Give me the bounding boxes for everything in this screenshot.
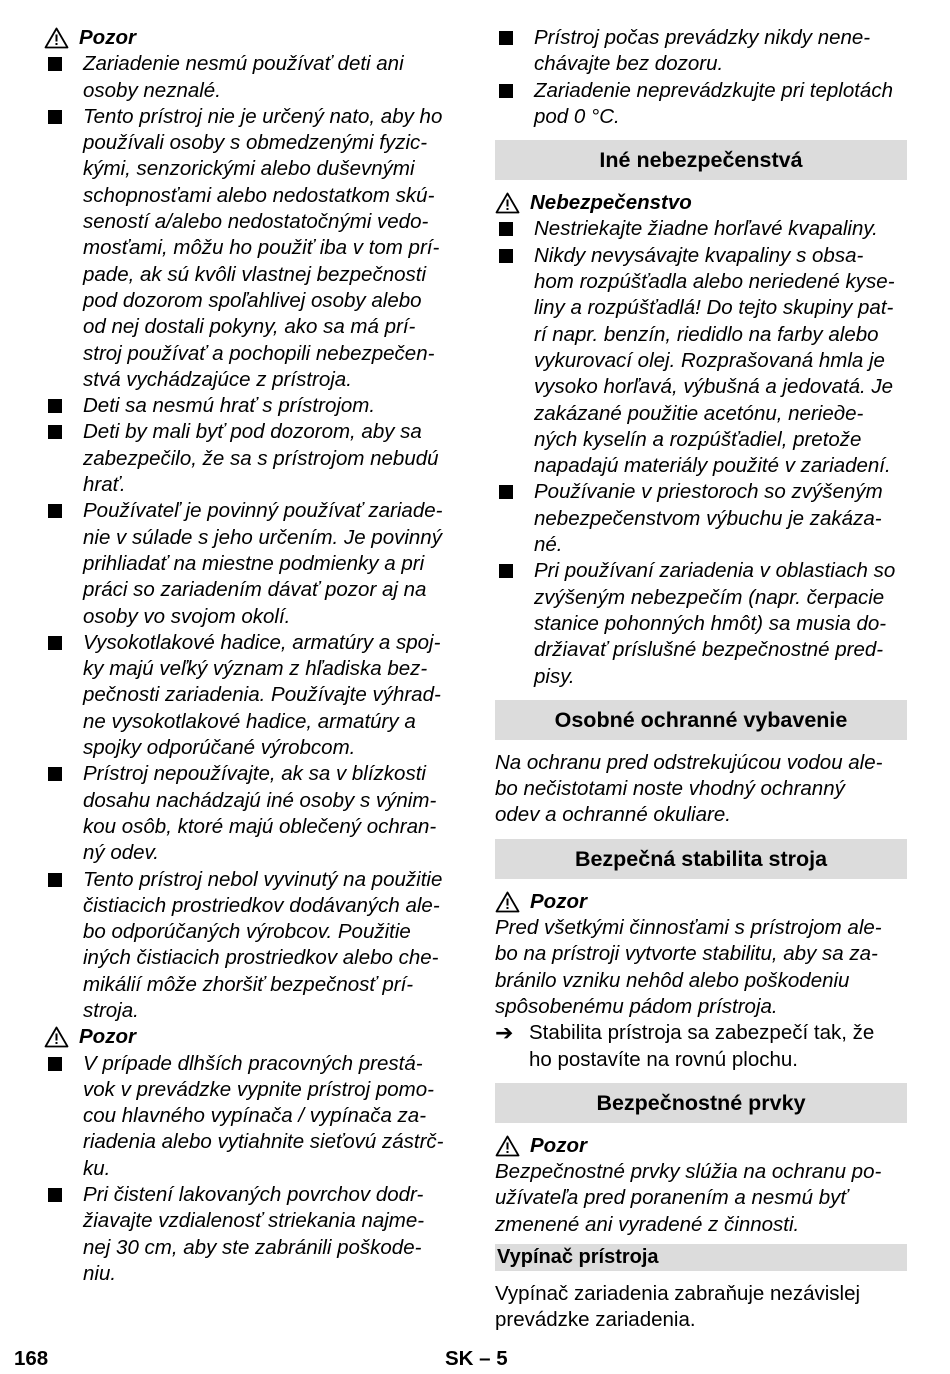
list-item [495, 558, 907, 689]
list-item [495, 216, 907, 242]
text-line: držiavať príslušné bezpečnostné pred- [534, 638, 884, 662]
text-line: Stabilita prístroja sa zabezpečí tak, že [529, 1021, 875, 1045]
section-heading: Iné nebezpečenstvá [495, 140, 907, 180]
section-heading: Bezpečná stabilita stroja [495, 839, 907, 879]
text-line: cou hlavného vypínača / vypínača za- [83, 1104, 427, 1128]
text-line: spôsobenému pádom prístroja. [495, 994, 778, 1018]
text-line: od nej dostali pokyny, ako sa má prí- [83, 315, 416, 339]
bullet-square-icon [499, 222, 513, 236]
left-column [44, 25, 462, 1287]
page-number: 168 [14, 1347, 49, 1370]
text-line: riadenia alebo vytiahnite sieťovú zástrč- [83, 1130, 444, 1154]
bullet-square-icon [48, 1188, 62, 1202]
list-item [44, 630, 462, 761]
text-line: pod dozorom spoľahlivej osoby alebo [83, 288, 422, 312]
text-line: bo nečistotami noste vhodný ochranný [495, 777, 845, 801]
bullet-square-icon [499, 249, 513, 263]
paragraph [495, 1159, 907, 1238]
subsection-heading: Vypínač prístroja [495, 1244, 907, 1271]
text-line: prevádzke zariadenia. [495, 1308, 696, 1332]
text-line: ný odev. [83, 841, 159, 865]
text-line: Používateľ je povinný používať zariade- [83, 499, 443, 523]
text-line: zakázané použitie acetónu, nerieде- [534, 401, 864, 425]
text-line: Prístroj nepoužívajte, ak sa v blízkosti [83, 762, 426, 786]
text-line: iných čistiacich prostriedkov alebo che- [83, 946, 439, 970]
text-line: nebezpečenstvom výbuchu je zakáza- [534, 506, 882, 530]
warning-triangle-icon [44, 1026, 69, 1048]
text-line: hrať. [83, 473, 126, 497]
text-line: stanice pohonných hmôt) sa musia do- [534, 611, 887, 635]
text-line: osoby neznalé. [83, 78, 221, 102]
section-page-label: SK – 5 [445, 1347, 508, 1370]
warning-heading: Pozor [495, 1133, 907, 1159]
paragraph [495, 1281, 907, 1334]
bullet-square-icon [48, 504, 62, 518]
text-line: Pri čistení lakovaných povrchov dodr- [83, 1183, 424, 1207]
bullet-square-icon [499, 485, 513, 499]
text-line: Bezpečnostné prvky slúžia na ochranu po- [495, 1160, 882, 1184]
text-line: žiavajte vzdialenosť striekania najme- [83, 1209, 425, 1233]
bullet-square-icon [48, 636, 62, 650]
text-line: Používanie v priestoroch so zvýšeným [534, 480, 883, 504]
text-line: mosťami, môžu ho použiť iba v tom prí- [83, 236, 440, 260]
text-line: prihliadať na miestne podmienky a pri [83, 551, 425, 575]
list-item [44, 393, 462, 419]
text-line: vok v prevádzke vypnite prístroj pomo- [83, 1077, 434, 1101]
text-line: osoby vo svojom okolí. [83, 604, 291, 628]
text-line: niu. [83, 1261, 117, 1285]
warning-heading: Pozor [44, 25, 462, 51]
text-line: Vypínač zariadenia zabraňuje nezávislej [495, 1281, 861, 1305]
warning-triangle-icon [495, 1135, 520, 1157]
text-line: stroj používať a pochopili nebezpečen- [83, 341, 435, 365]
text-line: Vysokotlakové hadice, armatúry a spoj- [83, 630, 441, 654]
bullet-square-icon [48, 425, 62, 439]
section-heading: Osobné ochranné vybavenie [495, 700, 907, 740]
text-line: ne vysokotlakové hadice, armatúry a [83, 709, 416, 733]
text-line: nej 30 cm, aby ste zabránili poškode- [83, 1235, 422, 1259]
text-line: kými, senzorickými alebo duševnými [83, 157, 415, 181]
text-line: mikálií môže zhoršiť bezpečnosť prí- [83, 972, 414, 996]
list-item [495, 25, 907, 78]
bullet-square-icon [499, 31, 513, 45]
text-line: rí napr. benzín, riedidlo na farby alebo [534, 322, 879, 346]
warning-heading: Pozor [44, 1024, 462, 1050]
text-line: nie v súlade s jeho určením. Je povinný [83, 525, 442, 549]
paragraph [495, 750, 907, 829]
text-line: zabezpečilo, že sa s prístrojom nebudú [83, 446, 439, 470]
text-line: bo odporúčaných výrobcov. Použitie [83, 920, 411, 944]
arrow-right-icon: ➔ [495, 1020, 514, 1046]
text-line: Nestriekajte žiadne horľavé kvapaliny. [534, 217, 878, 241]
list-item [44, 104, 462, 393]
list-item [44, 761, 462, 866]
list-item [44, 51, 462, 104]
text-line: V prípade dlhších pracovných prestá- [83, 1051, 423, 1075]
text-line: chávajte bez dozoru. [534, 52, 724, 76]
bullet-square-icon [499, 84, 513, 98]
text-line: Zariadenie nesmú používať deti ani [83, 52, 404, 76]
text-line: bránilo vzniku nehôd alebo poškodeniu [495, 968, 850, 992]
text-line: pade, ak sú kvôli vlastnej bezpečnosti [83, 262, 427, 286]
warning-triangle-icon [44, 27, 69, 49]
text-line: ku. [83, 1156, 111, 1180]
text-line: Deti by mali byť pod dozorom, aby sa [83, 420, 422, 444]
text-line: stvá vychádzajúce z prístroja. [83, 367, 352, 391]
bullet-square-icon [48, 1057, 62, 1071]
list-item [44, 1182, 462, 1287]
text-line: zvýšeným nebezpečím (napr. čerpacie [534, 585, 885, 609]
text-line: pod 0 °C. [534, 104, 620, 128]
text-line: bo na prístroji vytvorte stabilitu, aby sa za- [495, 942, 878, 966]
warning-triangle-icon [495, 192, 520, 214]
list-item [44, 498, 462, 629]
text-line: pisy. [534, 664, 575, 688]
text-line: liny a rozpúšťadlá! Do tejto skupiny pat- [534, 296, 894, 320]
list-item [495, 243, 907, 480]
text-line: seností a/alebo nedostatočnými vedo- [83, 210, 429, 234]
list-item [495, 479, 907, 558]
right-column [495, 25, 907, 1334]
bullet-square-icon [48, 767, 62, 781]
list-item [44, 867, 462, 1025]
text-line: vykurovací olej. Rozprašovaná hmla je [534, 348, 885, 372]
bullet-square-icon [48, 873, 62, 887]
warning-triangle-icon [495, 891, 520, 913]
text-line: Tento prístroj nie je určený nato, aby ho [83, 104, 443, 128]
text-line: spojky odporúčané výrobcom. [83, 736, 356, 760]
text-line: schopnosťami alebo nedostatkom skú- [83, 183, 435, 207]
text-line: zmenené ani vyradené z činnosti. [495, 1212, 800, 1236]
section-heading: Bezpečnostné prvky [495, 1083, 907, 1123]
text-line: ho postavíte na rovnú plochu. [529, 1047, 798, 1071]
text-line: práci so zariadením dávať pozor aj na [83, 578, 427, 602]
text-line: Pred všetkými činnosťami s prístrojom ale- [495, 916, 882, 940]
warning-heading: Nebezpečenstvo [495, 190, 907, 216]
text-line: ných kyselín a rozpúšťadiel, pretože [534, 427, 862, 451]
text-line: Na ochranu pred odstrekujúcou vodou ale- [495, 750, 883, 774]
text-line: Tento prístroj nebol vyvinutý na použitie [83, 867, 443, 891]
text-line: né. [534, 533, 563, 557]
text-line: kou osôb, ktoré majú oblečený ochran- [83, 814, 437, 838]
bullet-square-icon [48, 110, 62, 124]
bullet-square-icon [499, 564, 513, 578]
text-line: Deti sa nesmú hrať s prístrojom. [83, 394, 376, 418]
bullet-square-icon [48, 57, 62, 71]
text-line: čistiacich prostriedkov dodávaných ale- [83, 893, 440, 917]
list-item [44, 419, 462, 498]
warning-heading: Pozor [495, 889, 907, 915]
text-line: Prístroj počas prevádzky nikdy nene- [534, 26, 871, 49]
list-item [495, 78, 907, 131]
text-line: Nikdy nevysávajte kvapaliny s obsa- [534, 243, 864, 267]
list-item [44, 1051, 462, 1182]
text-line: Zariadenie neprevádzkujte pri teplotách [534, 78, 893, 102]
text-line: dosahu nachádzajú iné osoby s výnim- [83, 788, 437, 812]
text-line: odev a ochranné okuliare. [495, 803, 731, 827]
bullet-square-icon [48, 399, 62, 413]
text-line: Pri používaní zariadenia v oblastiach so [534, 559, 896, 583]
text-line: ky majú veľký význam z hľadiska bez- [83, 657, 428, 681]
instruction-step [495, 1020, 907, 1073]
text-line: hom rozpúšťadla alebo neriedené kyse- [534, 270, 895, 294]
text-line: napadajú materiály použité v zariadení. [534, 454, 891, 478]
text-line: vysoko horľavá, výbušná a jedovatá. Je [534, 375, 894, 399]
text-line: stroja. [83, 998, 139, 1022]
text-line: pečnosti zariadenia. Používajte výhrad- [83, 683, 441, 707]
text-line: užívateľa pred poranením a nesmú byť [495, 1186, 848, 1210]
paragraph [495, 915, 907, 1020]
text-line: používali osoby s obmedzenými fyzic- [83, 131, 428, 155]
